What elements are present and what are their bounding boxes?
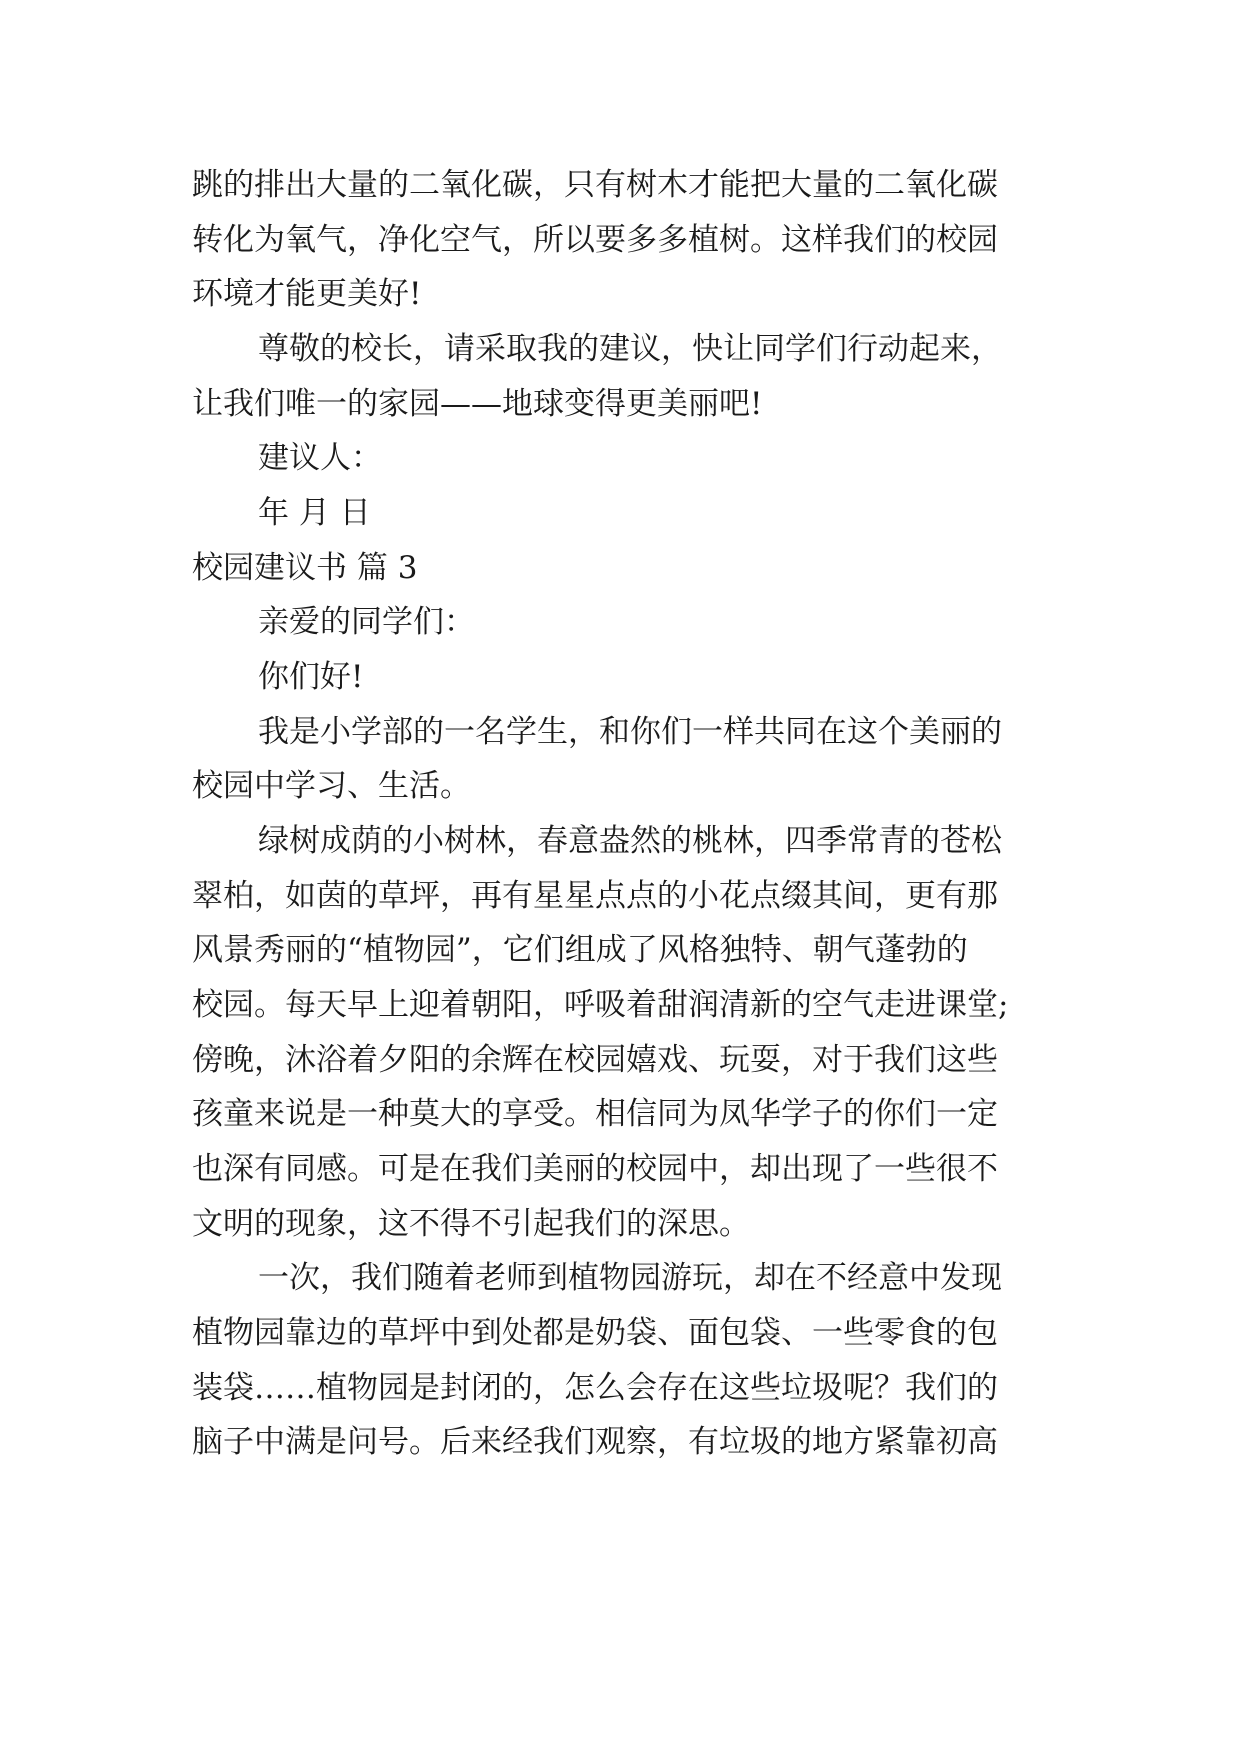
text-line: 装袋……植物园是封闭的，怎么会存在这些垃圾呢？我们的 xyxy=(192,1370,998,1406)
text-line: 植物园靠边的草坪中到处都是奶袋、面包袋、一些零食的包 xyxy=(192,1315,998,1351)
text-line: 一次，我们随着老师到植物园游玩，却在不经意中发现 xyxy=(258,1260,1002,1296)
section-heading: 校园建议书 篇 3 xyxy=(192,550,418,586)
text-line: 傍晚，沐浴着夕阳的余辉在校园嬉戏、玩耍，对于我们这些 xyxy=(192,1042,998,1078)
greeting: 你们好! xyxy=(258,659,364,695)
text-line: 我是小学部的一名学生，和你们一样共同在这个美丽的 xyxy=(258,714,1002,750)
text-line: 翠柏，如茵的草坪，再有星星点点的小花点缀其间，更有那 xyxy=(192,878,998,914)
salutation: 亲爱的同学们： xyxy=(258,604,475,640)
date-line: 年 月 日 xyxy=(258,495,371,531)
text-line: 文明的现象，这不得不引起我们的深思。 xyxy=(192,1206,750,1242)
text-line: 转化为氧气，净化空气，所以要多多植树。这样我们的校园 xyxy=(192,222,998,258)
signature-label: 建议人： xyxy=(258,440,382,476)
text-line: 跳的排出大量的二氧化碳，只有树木才能把大量的二氧化碳 xyxy=(192,167,998,203)
text-line: 让我们唯一的家园——地球变得更美丽吧! xyxy=(192,386,763,422)
text-line: 孩童来说是一种莫大的享受。相信同为凤华学子的你们一定 xyxy=(192,1096,998,1132)
text-line: 也深有同感。可是在我们美丽的校园中，却出现了一些很不 xyxy=(192,1151,998,1187)
text-line: 尊敬的校长，请采取我的建议，快让同学们行动起来， xyxy=(258,331,1002,367)
text-line: 风景秀丽的“植物园”，它们组成了风格独特、朝气蓬勃的 xyxy=(192,932,968,968)
text-line: 校园。每天早上迎着朝阳，呼吸着甜润清新的空气走进课堂; xyxy=(192,987,1009,1023)
text-line: 校园中学习、生活。 xyxy=(192,768,471,804)
text-line: 环境才能更美好! xyxy=(192,276,422,312)
text-line: 绿树成荫的小树林，春意盎然的桃林，四季常青的苍松 xyxy=(258,823,1002,859)
text-line: 脑子中满是问号。后来经我们观察，有垃圾的地方紧靠初高 xyxy=(192,1424,998,1460)
